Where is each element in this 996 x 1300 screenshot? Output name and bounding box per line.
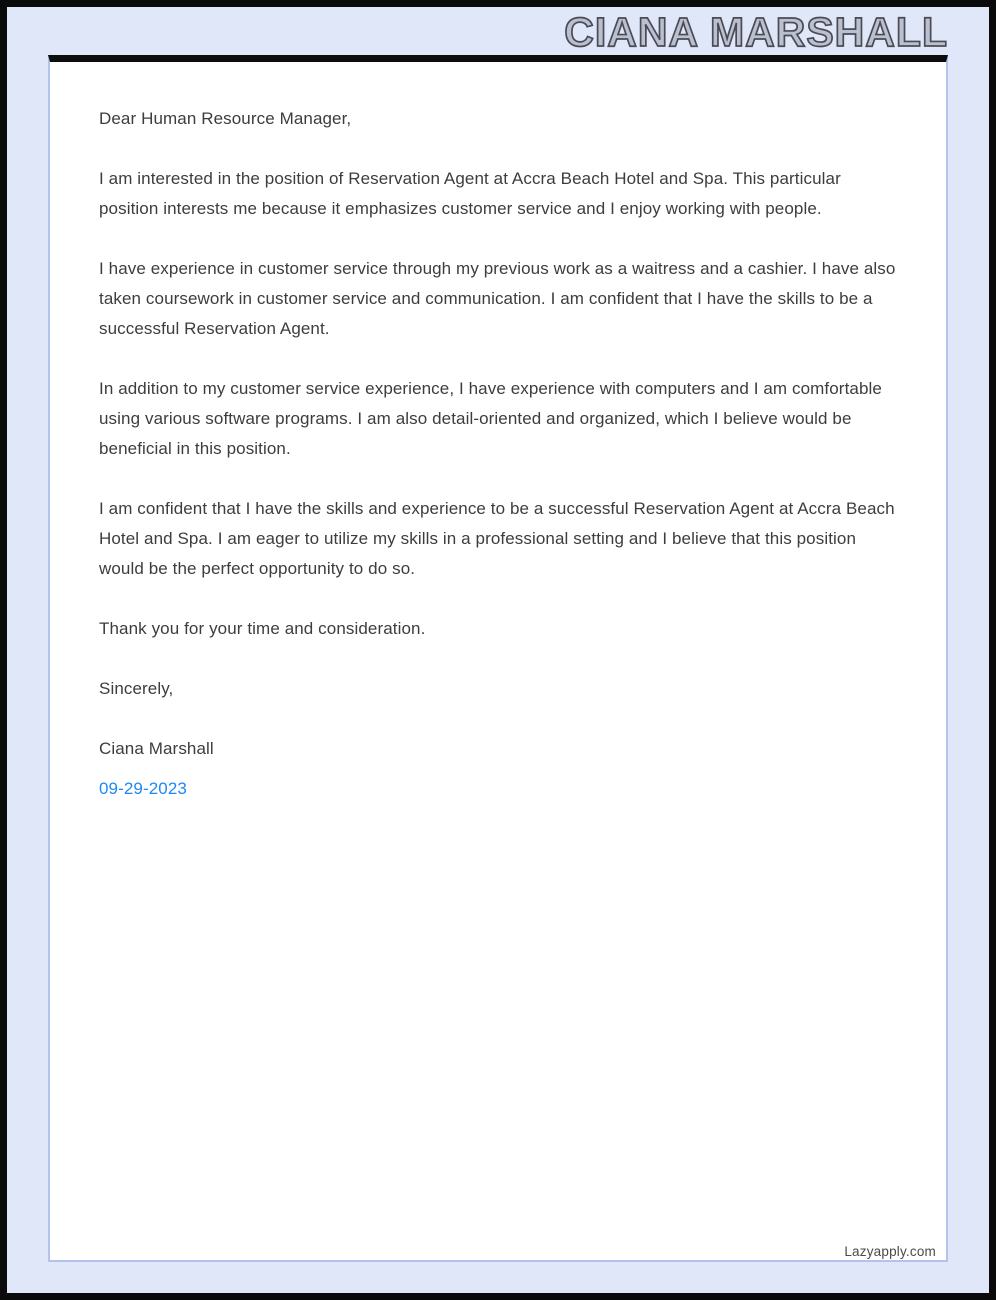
thanks-line: Thank you for your time and consideration. <box>99 619 426 638</box>
watermark-text: Lazyapply.com <box>844 1244 936 1259</box>
header-name: CIANA MARSHALL <box>564 9 948 55</box>
document-background <box>7 7 989 1293</box>
signature-name: Ciana Marshall <box>99 739 214 758</box>
body-paragraph-1: I am interested in the position of Reservation Agent at Accra Beach Hotel and Spa. This particular position interests me because it emphasizes customer service and I enjoy working with people. <box>99 169 841 218</box>
closing-line: Sincerely, <box>99 679 174 698</box>
letter-date: 09-29-2023 <box>99 779 187 798</box>
body-paragraph-4: I am confident that I have the skills and experience to be a successful Reservation Agent at Accra Beach Hotel and Spa. I am eager to utilize my skills in a professional setting and I believe that this position would be the perfect opportunity to do so. <box>99 499 895 578</box>
letter-page <box>48 55 948 1262</box>
body-paragraph-2: I have experience in customer service through my previous work as a waitress and a cashier. I have also taken coursework in customer service and communication. I am confident that I have the skills to be a successful Reservation Agent. <box>99 259 896 338</box>
body-paragraph-3: In addition to my customer service experience, I have experience with computers and I am comfortable using various software programs. I am also detail-oriented and organized, which I believe would be beneficial in this position. <box>99 379 882 458</box>
salutation: Dear Human Resource Manager, <box>99 109 352 128</box>
